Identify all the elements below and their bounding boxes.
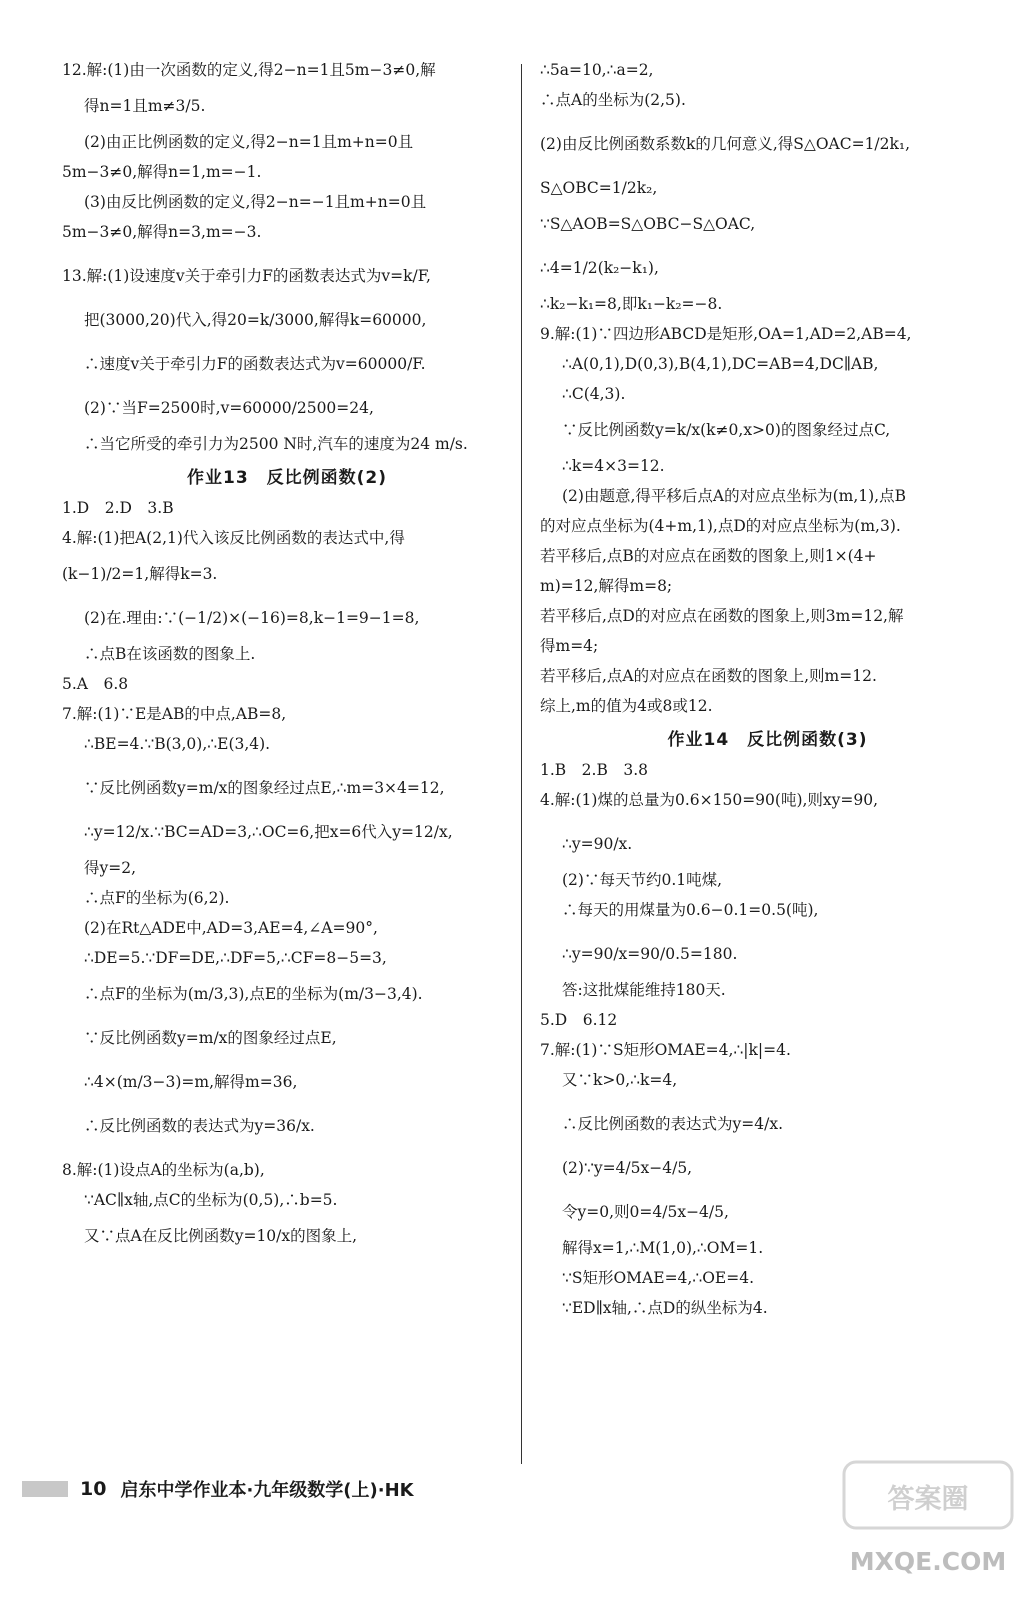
watermark-text: 答案圈 [887,1484,969,1515]
answer-line: ∴点A的坐标为(2,5). [540,91,686,109]
answer-line: ∴y=90/x=90/0.5=180. [562,945,738,963]
answer-line: ∴点F的坐标为(6,2). [84,889,230,907]
answer-line: ∴BE=4.∵B(3,0),∴E(3,4). [84,735,271,753]
answers-block-homework-14 [540,760,995,1318]
answer-line: ∵反比例函数y=m/x的图象经过点E,∴m=3×4=12, [84,779,445,797]
answers-block-8-9 [540,60,995,716]
watermark-logo [838,1452,1018,1588]
answer-line: 9.解:(1)∵四边形ABCD是矩形,OA=1,AD=2,AB=4, [540,325,912,343]
answer-line: ∴每天的用煤量为0.6−0.1=0.5(吨), [562,901,819,919]
answer-line: ∵反比例函数y=m/x的图象经过点E, [84,1029,337,1047]
answer-line: (2)由题意,得平移后点A的对应点坐标为(m,1),点B [562,487,906,505]
answer-line: (2)在Rt△ADE中,AD=3,AE=4,∠A=90°, [84,919,378,937]
answer-line: 5.D 6.12 [540,1011,618,1029]
answer-line: ∴A(0,1),D(0,3),B(4,1),DC=AB=4,DC∥AB, [562,355,879,373]
answer-line: (2)∵当F=2500时,v=60000/2500=24, [84,399,374,417]
answer-line: 7.解:(1)∵E是AB的中点,AB=8, [62,705,287,723]
answer-line: ∵S矩形OMAE=4,∴OE=4. [562,1269,755,1287]
answer-line: 若平移后,点A的对应点在函数的图象上,则m=12. [540,667,877,685]
book-title: 启东中学作业本·九年级数学(上)·HK [120,1480,414,1501]
answer-line: (2)由正比例函数的定义,得2−n=1且m+n=0且 [84,133,414,151]
answer-line: 得m=4; [540,637,599,655]
answer-line: 令y=0,则0=4/5x−4/5, [562,1203,729,1221]
answer-line: ∵S△AOB=S△OBC−S△OAC, [540,215,756,233]
answer-line: 若平移后,点B的对应点在函数的图象上,则1×(4+ [540,547,877,565]
answer-line: 又∵点A在反比例函数y=10/x的图象上, [84,1227,358,1245]
answer-line: ∴y=90/x. [562,835,633,853]
answer-line: 综上,m的值为4或8或12. [540,697,713,715]
answer-line: 8.解:(1)设点A的坐标为(a,b), [62,1161,265,1179]
answer-line: (3)由反比例函数的定义,得2−n=−1且m+n=0且 [84,193,427,211]
section-title-13: 作业13 反比例函数(2) [186,468,388,488]
answer-line: ∵反比例函数y=k/x(k≠0,x>0)的图象经过点C, [562,421,891,439]
page-number: 10 [80,1478,107,1500]
answers-block-12-13 [62,60,512,454]
watermark-url: MXQE.COM [849,1547,1007,1576]
answer-line: 若平移后,点D的对应点在函数的图象上,则3m=12,解 [540,607,904,625]
footer-bar [22,1481,68,1497]
answer-line: 得y=2, [84,859,137,877]
right-column [540,60,995,1318]
answer-line: ∴5a=10,∴a=2, [540,61,654,79]
answer-line: m)=12,解得m=8; [540,577,673,595]
answer-line: 12.解:(1)由一次函数的定义,得2−n=1且5m−3≠0,解 [62,61,436,79]
answer-line: (2)由反比例函数系数k的几何意义,得S△OAC=1/2k₁, [540,135,911,153]
answer-line: ∴点B在该函数的图象上. [84,645,256,663]
answer-line: 5m−3≠0,解得n=1,m=−1. [62,163,262,181]
answer-line: 又∵k>0,∴k=4, [562,1071,678,1089]
answers-block-homework-13 [62,498,512,1246]
answer-line: 5m−3≠0,解得n=3,m=−3. [62,223,262,241]
answer-line: ∵ED∥x轴,∴点D的纵坐标为4. [562,1299,768,1317]
answer-line: 得n=1且m≠3/5. [84,97,206,115]
answer-line: ∵AC∥x轴,点C的坐标为(0,5),∴b=5. [84,1191,338,1209]
answer-line: 1.D 2.D 3.B [62,499,174,517]
answer-line: ∴C(4,3). [562,385,626,403]
answer-line: ∴4×(m/3−3)=m,解得m=36, [84,1073,298,1091]
answer-line: 答:这批煤能维持180天. [562,981,726,999]
answer-line: ∴DE=5.∵DF=DE,∴DF=5,∴CF=8−5=3, [84,949,387,967]
answer-line: ∴y=12/x.∵BC=AD=3,∴OC=6,把x=6代入y=12/x, [84,823,453,841]
answer-line: (2)∵每天节约0.1吨煤, [562,871,723,889]
answer-line: 13.解:(1)设速度v关于牵引力F的函数表达式为v=k/F, [62,267,431,285]
answer-line: 5.A 6.8 [62,675,129,693]
answer-line: S△OBC=1/2k₂, [540,179,658,197]
answer-line: 4.解:(1)把A(2,1)代入该反比例函数的表达式中,得 [62,529,405,547]
left-column [62,60,512,1246]
section-title-14: 作业14 反比例函数(3) [667,730,868,750]
answer-line: ∴k₂−k₁=8,即k₁−k₂=−8. [540,295,723,313]
answer-line: ∴反比例函数的表达式为y=36/x. [84,1117,315,1135]
answer-line: 7.解:(1)∵S矩形OMAE=4,∴|k|=4. [540,1041,791,1059]
answer-line: 把(3000,20)代入,得20=k/3000,解得k=60000, [84,311,427,329]
answer-line: ∴点F的坐标为(m/3,3),点E的坐标为(m/3−3,4). [84,985,423,1003]
answer-line: ∴k=4×3=12. [562,457,665,475]
page-footer [22,1474,414,1504]
answer-line: 的对应点坐标为(4+m,1),点D的对应点坐标为(m,3). [540,517,901,535]
answer-line: ∴速度v关于牵引力F的函数表达式为v=60000/F. [84,355,426,373]
answer-line: 解得x=1,∴M(1,0),∴OM=1. [562,1239,764,1257]
answer-line: 4.解:(1)煤的总量为0.6×150=90(吨),则xy=90, [540,791,879,809]
column-divider [521,64,522,1464]
answer-line: 1.B 2.B 3.8 [540,761,649,779]
answer-line: ∴4=1/2(k₂−k₁), [540,259,659,277]
answer-line: ∴当它所受的牵引力为2500 N时,汽车的速度为24 m/s. [84,435,468,453]
answer-line: (2)在.理由:∵(−1/2)×(−16)=8,k−1=9−1=8, [84,609,420,627]
answer-line: (k−1)/2=1,解得k=3. [62,565,218,583]
answer-line: ∴反比例函数的表达式为y=4/x. [562,1115,783,1133]
answer-line: (2)∵y=4/5x−4/5, [562,1159,693,1177]
